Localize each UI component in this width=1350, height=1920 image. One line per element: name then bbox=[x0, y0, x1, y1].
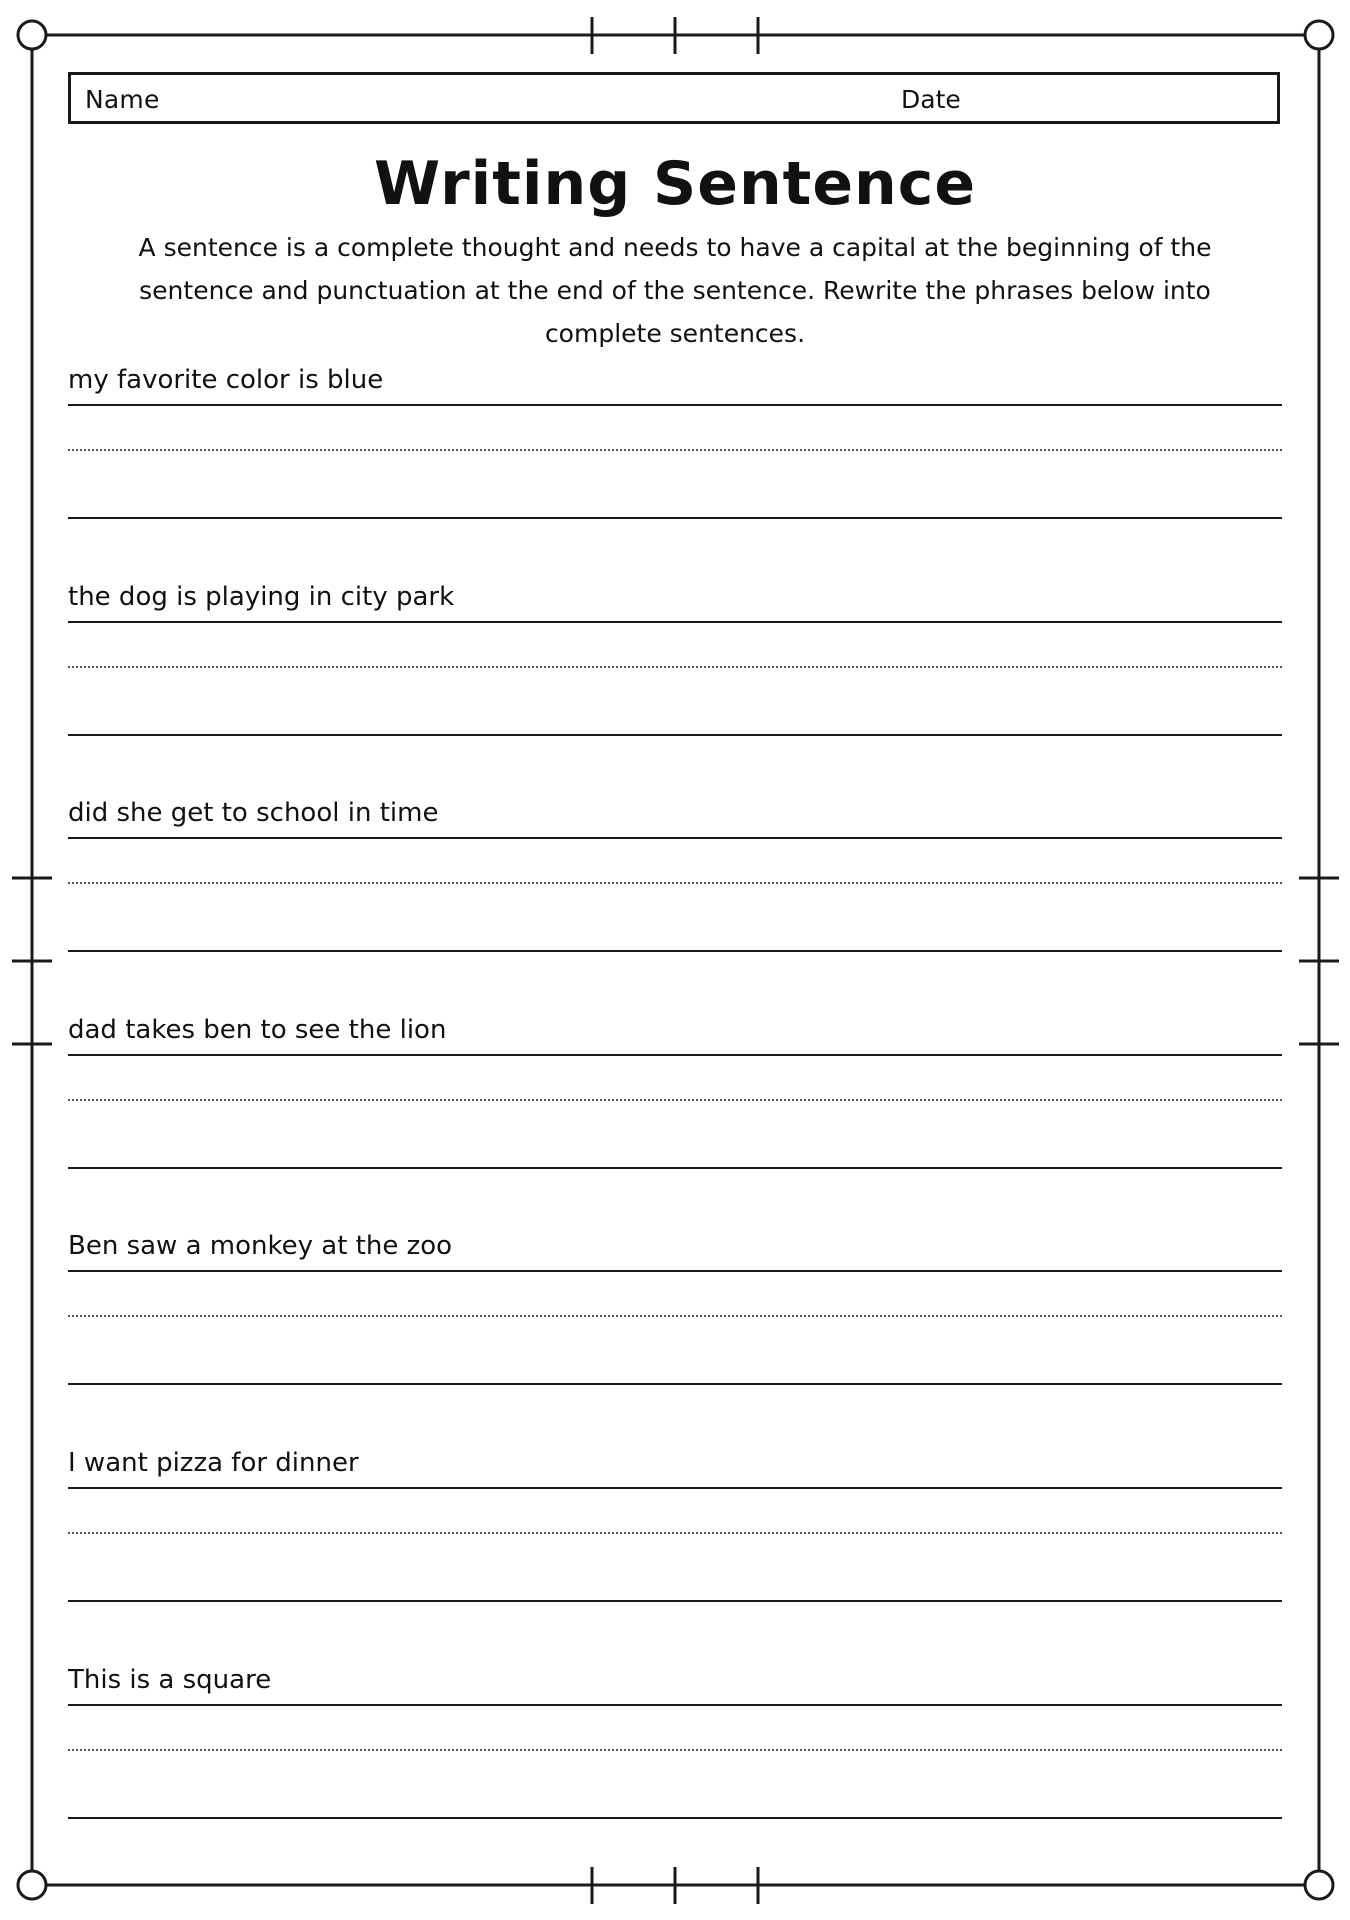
writing-line-bottom bbox=[68, 950, 1282, 952]
writing-line-top bbox=[68, 404, 1282, 406]
exercise-item bbox=[68, 579, 1282, 769]
writing-line-dotted bbox=[68, 449, 1282, 451]
exercise-phrase: Ben saw a monkey at the zoo bbox=[68, 1231, 453, 1261]
date-label: Date bbox=[901, 85, 961, 114]
writing-line-top bbox=[68, 1704, 1282, 1706]
writing-line-bottom bbox=[68, 1383, 1282, 1385]
writing-line-top bbox=[68, 1054, 1282, 1056]
corner-circle-top-left bbox=[18, 21, 46, 49]
exercise-item bbox=[68, 362, 1282, 552]
writing-line-dotted bbox=[68, 882, 1282, 884]
writing-line-dotted bbox=[68, 1532, 1282, 1534]
exercise-phrase: This is a square bbox=[68, 1665, 272, 1695]
writing-line-bottom bbox=[68, 1600, 1282, 1602]
writing-line-bottom bbox=[68, 517, 1282, 519]
worksheet-title: Writing Sentence bbox=[373, 149, 977, 219]
writing-line-bottom bbox=[68, 1817, 1282, 1819]
exercise-phrase: the dog is playing in city park bbox=[68, 582, 455, 612]
name-date-box bbox=[68, 72, 1280, 124]
writing-line-dotted bbox=[68, 1315, 1282, 1317]
corner-circle-bottom-right bbox=[1305, 1871, 1333, 1899]
exercise-phrase: my favorite color is blue bbox=[68, 365, 384, 395]
exercise-item bbox=[68, 1662, 1282, 1852]
exercise-item bbox=[68, 1228, 1282, 1418]
name-label: Name bbox=[85, 85, 160, 114]
exercise-phrase: dad takes ben to see the lion bbox=[68, 1015, 447, 1045]
writing-line-top bbox=[68, 1487, 1282, 1489]
exercise-phrase: I want pizza for dinner bbox=[68, 1448, 359, 1478]
writing-line-dotted bbox=[68, 1099, 1282, 1101]
writing-line-dotted bbox=[68, 666, 1282, 668]
writing-line-dotted bbox=[68, 1749, 1282, 1751]
exercise-item bbox=[68, 1012, 1282, 1202]
exercise-item bbox=[68, 1445, 1282, 1635]
writing-line-bottom bbox=[68, 1167, 1282, 1169]
corner-circle-bottom-left bbox=[18, 1871, 46, 1899]
exercise-phrase: did she get to school in time bbox=[68, 798, 439, 828]
writing-line-bottom bbox=[68, 734, 1282, 736]
writing-line-top bbox=[68, 1270, 1282, 1272]
corner-circle-top-right bbox=[1305, 21, 1333, 49]
instructions-text: A sentence is a complete thought and needs to have a capital at the beginning of the sentence and punctuation at the end of the sentence. Rewrite the phrases below into complete sentences. bbox=[138, 233, 1212, 348]
exercise-item bbox=[68, 795, 1282, 985]
writing-line-top bbox=[68, 837, 1282, 839]
writing-line-top bbox=[68, 621, 1282, 623]
